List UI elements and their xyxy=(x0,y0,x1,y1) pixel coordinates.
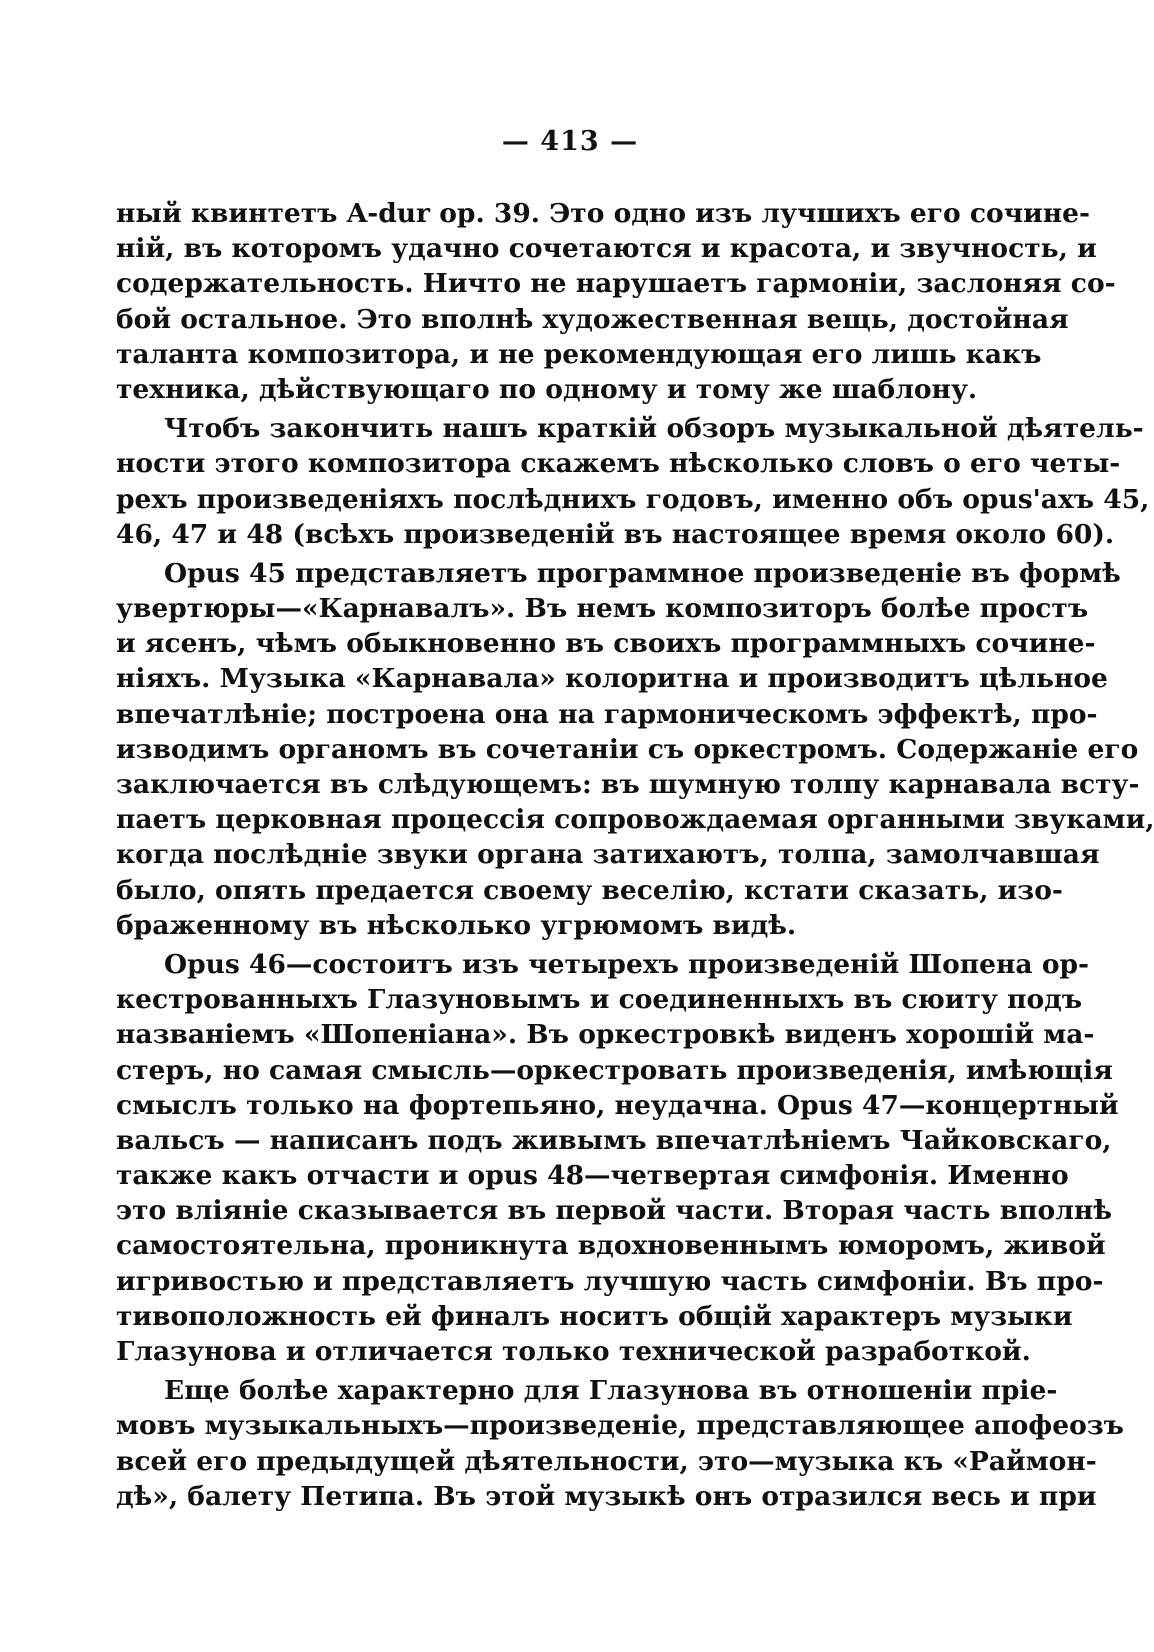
text-line: браженному въ нѣсколько угрюмомъ видѣ. xyxy=(116,909,797,941)
text-line: изводимъ органомъ въ сочетаніи съ оркестромъ. Содержаніе его xyxy=(116,733,1139,765)
text-line: названіемъ «Шопеніана». Въ оркестровкѣ виденъ хорошій ма- xyxy=(116,1019,1095,1051)
text-line: таланта композитора, и не рекомендующая его лишь какъ xyxy=(116,338,1042,370)
text-line: Чтобъ закончить нашъ краткій обзоръ музыкальной дѣятель- xyxy=(164,413,1144,445)
text-line: ный квинтетъ A-dur op. 39. Это одно изъ лучшихъ его сочине- xyxy=(116,198,1091,229)
body-text xyxy=(116,196,1154,1514)
paragraph xyxy=(116,947,1119,1369)
text-line: рехъ произведеніяхъ послѣднихъ годовъ, именно объ opus'ахъ 45, xyxy=(116,483,1150,515)
text-line: ній, въ которомъ удачно сочетаются и красота, и звучность, и xyxy=(116,233,1097,265)
text-line: Глазунова и отличается только технической разработкой. xyxy=(116,1336,1031,1367)
text-line: всей его предыдущей дѣятельности, это—музыка къ «Раймон- xyxy=(116,1445,1097,1477)
text-line: самостоятельна, проникнута вдохновеннымъ юморомъ, живой xyxy=(116,1230,1106,1262)
text-line: увертюры—«Карнавалъ». Въ немъ композиторъ болѣе простъ xyxy=(116,593,1089,625)
text-line: игривостью и представляетъ лучшую часть симфоніи. Въ про- xyxy=(116,1265,1104,1297)
text-line: ности этого композитора скажемъ нѣсколько словъ о его четы- xyxy=(116,448,1121,480)
text-line: также какъ отчасти и opus 48—четвертая симфонія. Именно xyxy=(116,1160,1069,1192)
paragraph xyxy=(116,556,1154,943)
text-line: тивоположность ей финалъ носитъ общій характеръ музыки xyxy=(116,1300,1073,1332)
text-line: смыслъ только на фортепьяно, неудачна. Opus 47—концертный xyxy=(116,1089,1119,1121)
text-line: ніяхъ. Музыка «Карнавала» колоритна и производитъ цѣльное xyxy=(116,663,1108,695)
text-line: и ясенъ, чѣмъ обыкновенно въ своихъ программныхъ сочине- xyxy=(116,628,1096,660)
paragraph xyxy=(116,196,1116,407)
text-line: дѣ», балету Петипа. Въ этой музыкѣ онъ отразился весь и при xyxy=(116,1480,1097,1512)
text-line: было, опять предается своему веселію, кстати сказать, изо- xyxy=(116,874,1063,906)
page-number: — 413 — xyxy=(501,126,639,157)
text-line: паетъ церковная процессія сопровождаемая органными звуками, xyxy=(116,804,1154,836)
paragraph xyxy=(116,1373,1124,1514)
text-line: содержательность. Ничто не нарушаетъ гармоніи, заслоняя со- xyxy=(116,268,1116,300)
text-line: впечатлѣніе; построена она на гармоническомъ эффектѣ, про- xyxy=(116,698,1098,730)
text-line: кестрованныхъ Глазуновымъ и соединенныхъ въ сюиту подъ xyxy=(116,984,1083,1016)
text-line: техника, дѣйствующаго по одному и тому же шаблону. xyxy=(116,373,978,405)
paragraph xyxy=(116,411,1150,552)
text-line: вальсъ — написанъ подъ живымъ впечатлѣніемъ Чайковскаго, xyxy=(116,1124,1112,1156)
text-line: Opus 46—состоитъ изъ четырехъ произведеній Шопена ор- xyxy=(164,948,1090,980)
text-line: когда послѣдніе звуки органа затихаютъ, толпа, замолчавшая xyxy=(116,839,1100,871)
text-line: 46, 47 и 48 (всѣхъ произведеній въ настоящее время около 60). xyxy=(116,518,1115,550)
text-line: это вліяніе сказывается въ первой части. Вторая часть вполнѣ xyxy=(116,1195,1112,1227)
text-line: бой остальное. Это вполнѣ художественная вещь, достойная xyxy=(116,303,1069,335)
text-line: заключается въ слѣдующемъ: въ шумную толпу карнавала всту- xyxy=(116,769,1140,800)
text-line: Еще болѣе характерно для Глазунова въ отношеніи пріе- xyxy=(164,1375,1058,1407)
text-line: мовъ музыкальныхъ—произведеніе, представляющее апофеозъ xyxy=(116,1410,1124,1442)
text-line: стеръ, но самая смысль—оркестровать произведенія, имѣющія xyxy=(116,1054,1113,1086)
text-line: Opus 45 представляетъ программное произведеніе въ формѣ xyxy=(164,557,1121,589)
